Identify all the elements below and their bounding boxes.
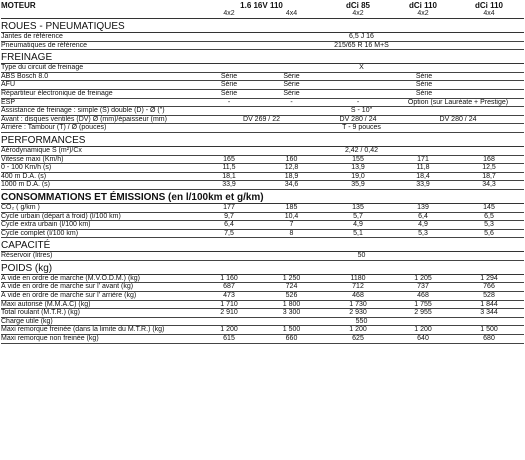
drive-label: 4x2 — [199, 10, 259, 19]
value-cell: 625 — [324, 335, 392, 344]
value-cell: 155 — [324, 155, 392, 164]
table-row — [1, 115, 524, 124]
table-row — [1, 172, 524, 181]
value-cell: 3 344 — [454, 309, 524, 318]
value-cell: 528 — [454, 292, 524, 301]
value-cell: 8 — [259, 229, 324, 238]
value-cell: 468 — [324, 292, 392, 301]
row-label: Charge utile (kg) — [1, 317, 199, 326]
row-label: Total roulant (M.T.R.) (kg) — [1, 309, 199, 318]
table-row — [1, 33, 524, 42]
value-cell: 5,1 — [324, 229, 392, 238]
value-cell: 2 930 — [324, 309, 392, 318]
value-cell: 1 800 — [259, 300, 324, 309]
value-cell: 660 — [259, 335, 324, 344]
value-cell: 1 730 — [324, 300, 392, 309]
section-header-row — [1, 19, 524, 33]
value-cell: 1180 — [324, 274, 392, 283]
drive-header-spacer — [1, 10, 199, 19]
value-cell: 468 — [392, 292, 454, 301]
engine-label: dCi 110 — [408, 1, 437, 10]
row-label: ESP — [1, 98, 199, 107]
row-label: À vide en ordre de marche sur l' avant (kg) — [1, 283, 199, 292]
table-row — [1, 41, 524, 50]
row-label: Maxi remorque freinée (dans la limite du M.T.R.) (kg) — [1, 326, 199, 335]
value-cell: 50 — [199, 252, 524, 261]
row-label: Cycle extra urbain (l/100 km) — [1, 221, 199, 230]
value-cell: 615 — [199, 335, 259, 344]
value-cell: 2 955 — [392, 309, 454, 318]
value-cell: 13,9 — [324, 164, 392, 173]
value-cell: 33,9 — [199, 181, 259, 190]
section-title: CAPACITÉ — [1, 238, 524, 252]
row-label: Aérodynamique S (m²)/Cx — [1, 146, 199, 155]
row-label: ABS Bosch 8.0 — [1, 72, 199, 81]
value-cell: 2,42 / 0,42 — [199, 146, 524, 155]
table-row — [1, 300, 524, 309]
value-cell: T - 9 pouces — [199, 124, 524, 133]
value-cell: 160 — [259, 155, 324, 164]
value-cell: 4,9 — [392, 221, 454, 230]
value-cell: 5,3 — [392, 229, 454, 238]
value-cell: 526 — [259, 292, 324, 301]
table-row — [1, 203, 524, 212]
engine-header-row — [1, 0, 524, 10]
table-row — [1, 326, 524, 335]
table-row — [1, 107, 524, 116]
row-label: 0 - 100 Km/h (s) — [1, 164, 199, 173]
drive-label: 4x2 — [324, 10, 392, 19]
value-cell: 4,9 — [324, 221, 392, 230]
drive-label: 4x4 — [259, 10, 324, 19]
value-cell: 5,3 — [454, 221, 524, 230]
value-cell: 11,5 — [199, 164, 259, 173]
row-label: Pneumatiques de référence — [1, 41, 199, 50]
value-cell: X — [199, 64, 524, 73]
row-label: CO₂ ( g/km ) — [1, 203, 199, 212]
table-row — [1, 89, 524, 98]
table-row — [1, 146, 524, 155]
value-cell: 165 — [199, 155, 259, 164]
table-row — [1, 335, 524, 344]
value-cell: 766 — [454, 283, 524, 292]
value-cell: Série — [199, 81, 259, 90]
row-label: À vide en ordre de marche (M.V.O.D.M.) (kg) — [1, 274, 199, 283]
value-cell: 1 500 — [259, 326, 324, 335]
value-cell: 6,4 — [199, 221, 259, 230]
section-title: FREINAGE — [1, 50, 524, 64]
table-row — [1, 72, 524, 81]
value-cell: 34,3 — [454, 181, 524, 190]
value-cell: 1 250 — [259, 274, 324, 283]
value-cell: 550 — [199, 317, 524, 326]
row-label: Maxi autorisé (M.M.A.C) (kg) — [1, 300, 199, 309]
value-cell: Série — [259, 72, 324, 81]
value-cell: 687 — [199, 283, 259, 292]
table-row — [1, 64, 524, 73]
value-cell: 9,7 — [199, 212, 259, 221]
value-cell: Série — [324, 81, 524, 90]
value-cell: 473 — [199, 292, 259, 301]
spec-table — [1, 0, 524, 344]
value-cell: 18,7 — [454, 172, 524, 181]
engine-label: dCi 110 — [474, 1, 503, 10]
drive-header-row — [1, 10, 524, 19]
row-label: À vide en ordre de marche sur l' arrière (kg) — [1, 292, 199, 301]
drive-label: 4x4 — [454, 10, 524, 19]
value-cell: 18,9 — [259, 172, 324, 181]
table-row — [1, 181, 524, 190]
row-label: Cycle urbain (départ à froid) (l/100 km) — [1, 212, 199, 221]
value-cell: 18,1 — [199, 172, 259, 181]
value-cell: - — [199, 98, 259, 107]
value-cell: Série — [324, 72, 524, 81]
table-row — [1, 164, 524, 173]
table-row — [1, 212, 524, 221]
row-label: Réservoir (litres) — [1, 252, 199, 261]
value-cell: DV 280 / 24 — [392, 115, 524, 124]
engine-label: dCi 85 — [345, 1, 370, 10]
value-cell: 680 — [454, 335, 524, 344]
row-label: Maxi remorque non freinée (kg) — [1, 335, 199, 344]
value-cell: 5,6 — [454, 229, 524, 238]
value-cell: 1 200 — [199, 326, 259, 335]
value-cell: 177 — [199, 203, 259, 212]
value-cell: 11,8 — [392, 164, 454, 173]
value-cell: 1 844 — [454, 300, 524, 309]
value-cell: - — [259, 98, 324, 107]
value-cell: 139 — [392, 203, 454, 212]
section-header-row — [1, 50, 524, 64]
value-cell: 135 — [324, 203, 392, 212]
value-cell: 145 — [454, 203, 524, 212]
table-row — [1, 317, 524, 326]
section-header-row — [1, 132, 524, 146]
value-cell: Option (sur Lauréate + Prestige) — [392, 98, 524, 107]
value-cell: 18,4 — [392, 172, 454, 181]
value-cell: 33,9 — [392, 181, 454, 190]
value-cell: S - 10" — [199, 107, 524, 116]
table-row — [1, 221, 524, 230]
value-cell: 10,4 — [259, 212, 324, 221]
section-header-row — [1, 260, 524, 274]
spec-table-body — [1, 0, 524, 343]
value-cell: 5,7 — [324, 212, 392, 221]
value-cell: 34,6 — [259, 181, 324, 190]
value-cell: 6,5 — [454, 212, 524, 221]
row-label: Cycle complet (l/100 km) — [1, 229, 199, 238]
row-label: Type du circuit de freinage — [1, 64, 199, 73]
section-title: PERFORMANCES — [1, 132, 524, 146]
row-label: 400 m D.A. (s) — [1, 172, 199, 181]
value-cell: 35,9 — [324, 181, 392, 190]
row-label: Vitesse maxi (Km/h) — [1, 155, 199, 164]
section-title: ROUES - PNEUMATIQUES — [1, 19, 524, 33]
value-cell: 1 294 — [454, 274, 524, 283]
value-cell: - — [324, 98, 392, 107]
value-cell: 171 — [392, 155, 454, 164]
table-row — [1, 81, 524, 90]
table-row — [1, 283, 524, 292]
row-label: 1000 m D.A. (s) — [1, 181, 199, 190]
section-title: CONSOMMATIONS ET ÉMISSIONS (en l/100km et g/km) — [1, 189, 524, 203]
value-cell: 12,5 — [454, 164, 524, 173]
model-label: MOTEUR — [1, 1, 36, 10]
value-cell: 3 300 — [259, 309, 324, 318]
value-cell: 7,5 — [199, 229, 259, 238]
row-label: Avant : disques ventilés (DV) Ø (mm)/épaisseur (mm) — [1, 115, 199, 124]
value-cell: 640 — [392, 335, 454, 344]
row-label: Arrière : Tambour (T) / Ø (pouces) — [1, 124, 199, 133]
row-label: AFU — [1, 81, 199, 90]
table-row — [1, 292, 524, 301]
value-cell: 737 — [392, 283, 454, 292]
engine-label: 1.6 16V 110 — [240, 1, 283, 10]
value-cell: 12,8 — [259, 164, 324, 173]
table-row — [1, 274, 524, 283]
value-cell: 6,5 J 16 — [199, 33, 524, 42]
table-row — [1, 229, 524, 238]
value-cell: 1 755 — [392, 300, 454, 309]
value-cell: 712 — [324, 283, 392, 292]
section-header-row — [1, 189, 524, 203]
value-cell: Série — [199, 89, 259, 98]
value-cell: 185 — [259, 203, 324, 212]
value-cell: DV 280 / 24 — [324, 115, 392, 124]
value-cell: 1 710 — [199, 300, 259, 309]
row-label: Assistance de freinage : simple (S) double (D) - Ø (") — [1, 107, 199, 116]
row-label: Jantes de référence — [1, 33, 199, 42]
value-cell: 2 910 — [199, 309, 259, 318]
value-cell: 215/65 R 16 M+S — [199, 41, 524, 50]
row-label: Répartiteur électronique de freinage — [1, 89, 199, 98]
table-row — [1, 155, 524, 164]
value-cell: 1 200 — [392, 326, 454, 335]
value-cell: DV 269 / 22 — [199, 115, 324, 124]
value-cell: 1 200 — [324, 326, 392, 335]
value-cell: 1 500 — [454, 326, 524, 335]
value-cell: Série — [259, 89, 324, 98]
value-cell: 7 — [259, 221, 324, 230]
section-title: POIDS (kg) — [1, 260, 524, 274]
value-cell: Série — [324, 89, 524, 98]
table-row — [1, 124, 524, 133]
table-row — [1, 98, 524, 107]
drive-label: 4x2 — [392, 10, 454, 19]
table-row — [1, 252, 524, 261]
value-cell: 6,4 — [392, 212, 454, 221]
value-cell: Série — [259, 81, 324, 90]
value-cell: Série — [199, 72, 259, 81]
value-cell: 724 — [259, 283, 324, 292]
section-header-row — [1, 238, 524, 252]
table-row — [1, 309, 524, 318]
value-cell: 1 205 — [392, 274, 454, 283]
value-cell: 168 — [454, 155, 524, 164]
value-cell: 1 160 — [199, 274, 259, 283]
value-cell: 19,0 — [324, 172, 392, 181]
